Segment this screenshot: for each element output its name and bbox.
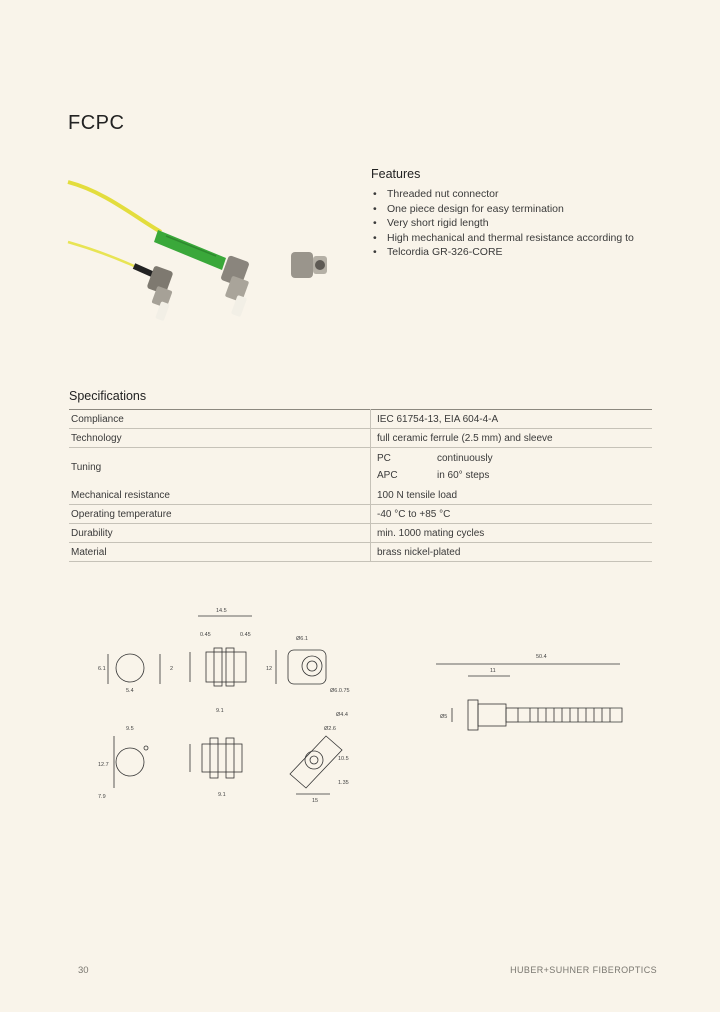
dim-label: 9.1 — [216, 708, 224, 714]
features-list — [371, 187, 661, 260]
list-item: • High mechanical and thermal resistance according to — [371, 231, 661, 246]
list-item: • Threaded nut connector — [371, 187, 661, 202]
dim-label: Ø6.0.75 — [330, 688, 350, 694]
spec-label: Material — [71, 546, 107, 558]
tuning-type: PC — [377, 453, 391, 464]
tuning-desc: in 60° steps — [437, 470, 490, 481]
spec-label: Compliance — [71, 413, 124, 425]
dim-label: 1.35 — [338, 780, 349, 786]
technical-drawings — [90, 608, 650, 808]
tuning-row — [377, 450, 649, 467]
tuning-row — [377, 467, 649, 484]
spec-value: IEC 61754-13, EIA 604-4-A — [371, 410, 653, 429]
spec-label: Tuning — [71, 461, 102, 473]
dim-label: 14.5 — [216, 608, 227, 614]
spec-label: Mechanical resistance — [71, 489, 170, 501]
dim-label: 12 — [266, 666, 273, 672]
table-row — [69, 543, 652, 562]
dim-label: 2 — [170, 666, 174, 672]
features-heading: Features — [371, 167, 421, 181]
spec-value: -40 °C to +85 °C — [371, 505, 653, 524]
product-photo — [66, 170, 356, 330]
dim-label: 6.1 — [98, 666, 106, 672]
dim-label: Ø5 — [440, 714, 448, 720]
table-row — [69, 486, 652, 505]
table-row — [69, 410, 652, 429]
page-number: 30 — [78, 965, 89, 976]
table-row — [69, 429, 652, 448]
dim-label: 9.1 — [218, 792, 226, 798]
dim-label: 9.5 — [126, 726, 134, 732]
dim-label: 50.4 — [536, 654, 547, 660]
tuning-desc: continuously — [437, 453, 493, 464]
spec-label: Durability — [71, 527, 113, 539]
spec-value: full ceramic ferrule (2.5 mm) and sleeve — [371, 429, 653, 448]
dim-label: 10.5 — [338, 756, 349, 762]
list-item: • One piece design for easy termination — [371, 202, 661, 217]
spec-value-tuning — [371, 448, 653, 487]
table-row — [69, 448, 652, 487]
spec-value: brass nickel-plated — [371, 543, 653, 562]
page-title: FCPC — [68, 112, 125, 134]
features-section — [371, 167, 661, 260]
dim-label: 0.45 — [240, 632, 251, 638]
specs-heading: Specifications — [69, 389, 147, 403]
spec-value: 100 N tensile load — [371, 486, 653, 505]
dim-label: 15 — [312, 798, 319, 804]
dim-label: Ø2.6 — [324, 726, 336, 732]
spec-label: Operating temperature — [71, 508, 172, 520]
specs-table — [69, 409, 652, 562]
dim-label: 7.9 — [98, 794, 106, 800]
list-item-continued: • Telcordia GR-326-CORE — [371, 245, 661, 260]
spec-label: Technology — [71, 432, 122, 444]
brand-footer: HUBER+SUHNER FIBEROPTICS — [510, 965, 657, 975]
table-row — [69, 524, 652, 543]
spec-value: min. 1000 mating cycles — [371, 524, 653, 543]
tuning-type: APC — [377, 470, 398, 481]
table-row — [69, 505, 652, 524]
dim-label: 12.7 — [98, 762, 109, 768]
list-item: • Very short rigid length — [371, 216, 661, 231]
dim-label: 5.4 — [126, 688, 134, 694]
dim-label: Ø4.4 — [336, 712, 348, 718]
dim-label: Ø6.1 — [296, 636, 308, 642]
dim-label: 11 — [490, 668, 496, 674]
dim-label: 0.45 — [200, 632, 211, 638]
